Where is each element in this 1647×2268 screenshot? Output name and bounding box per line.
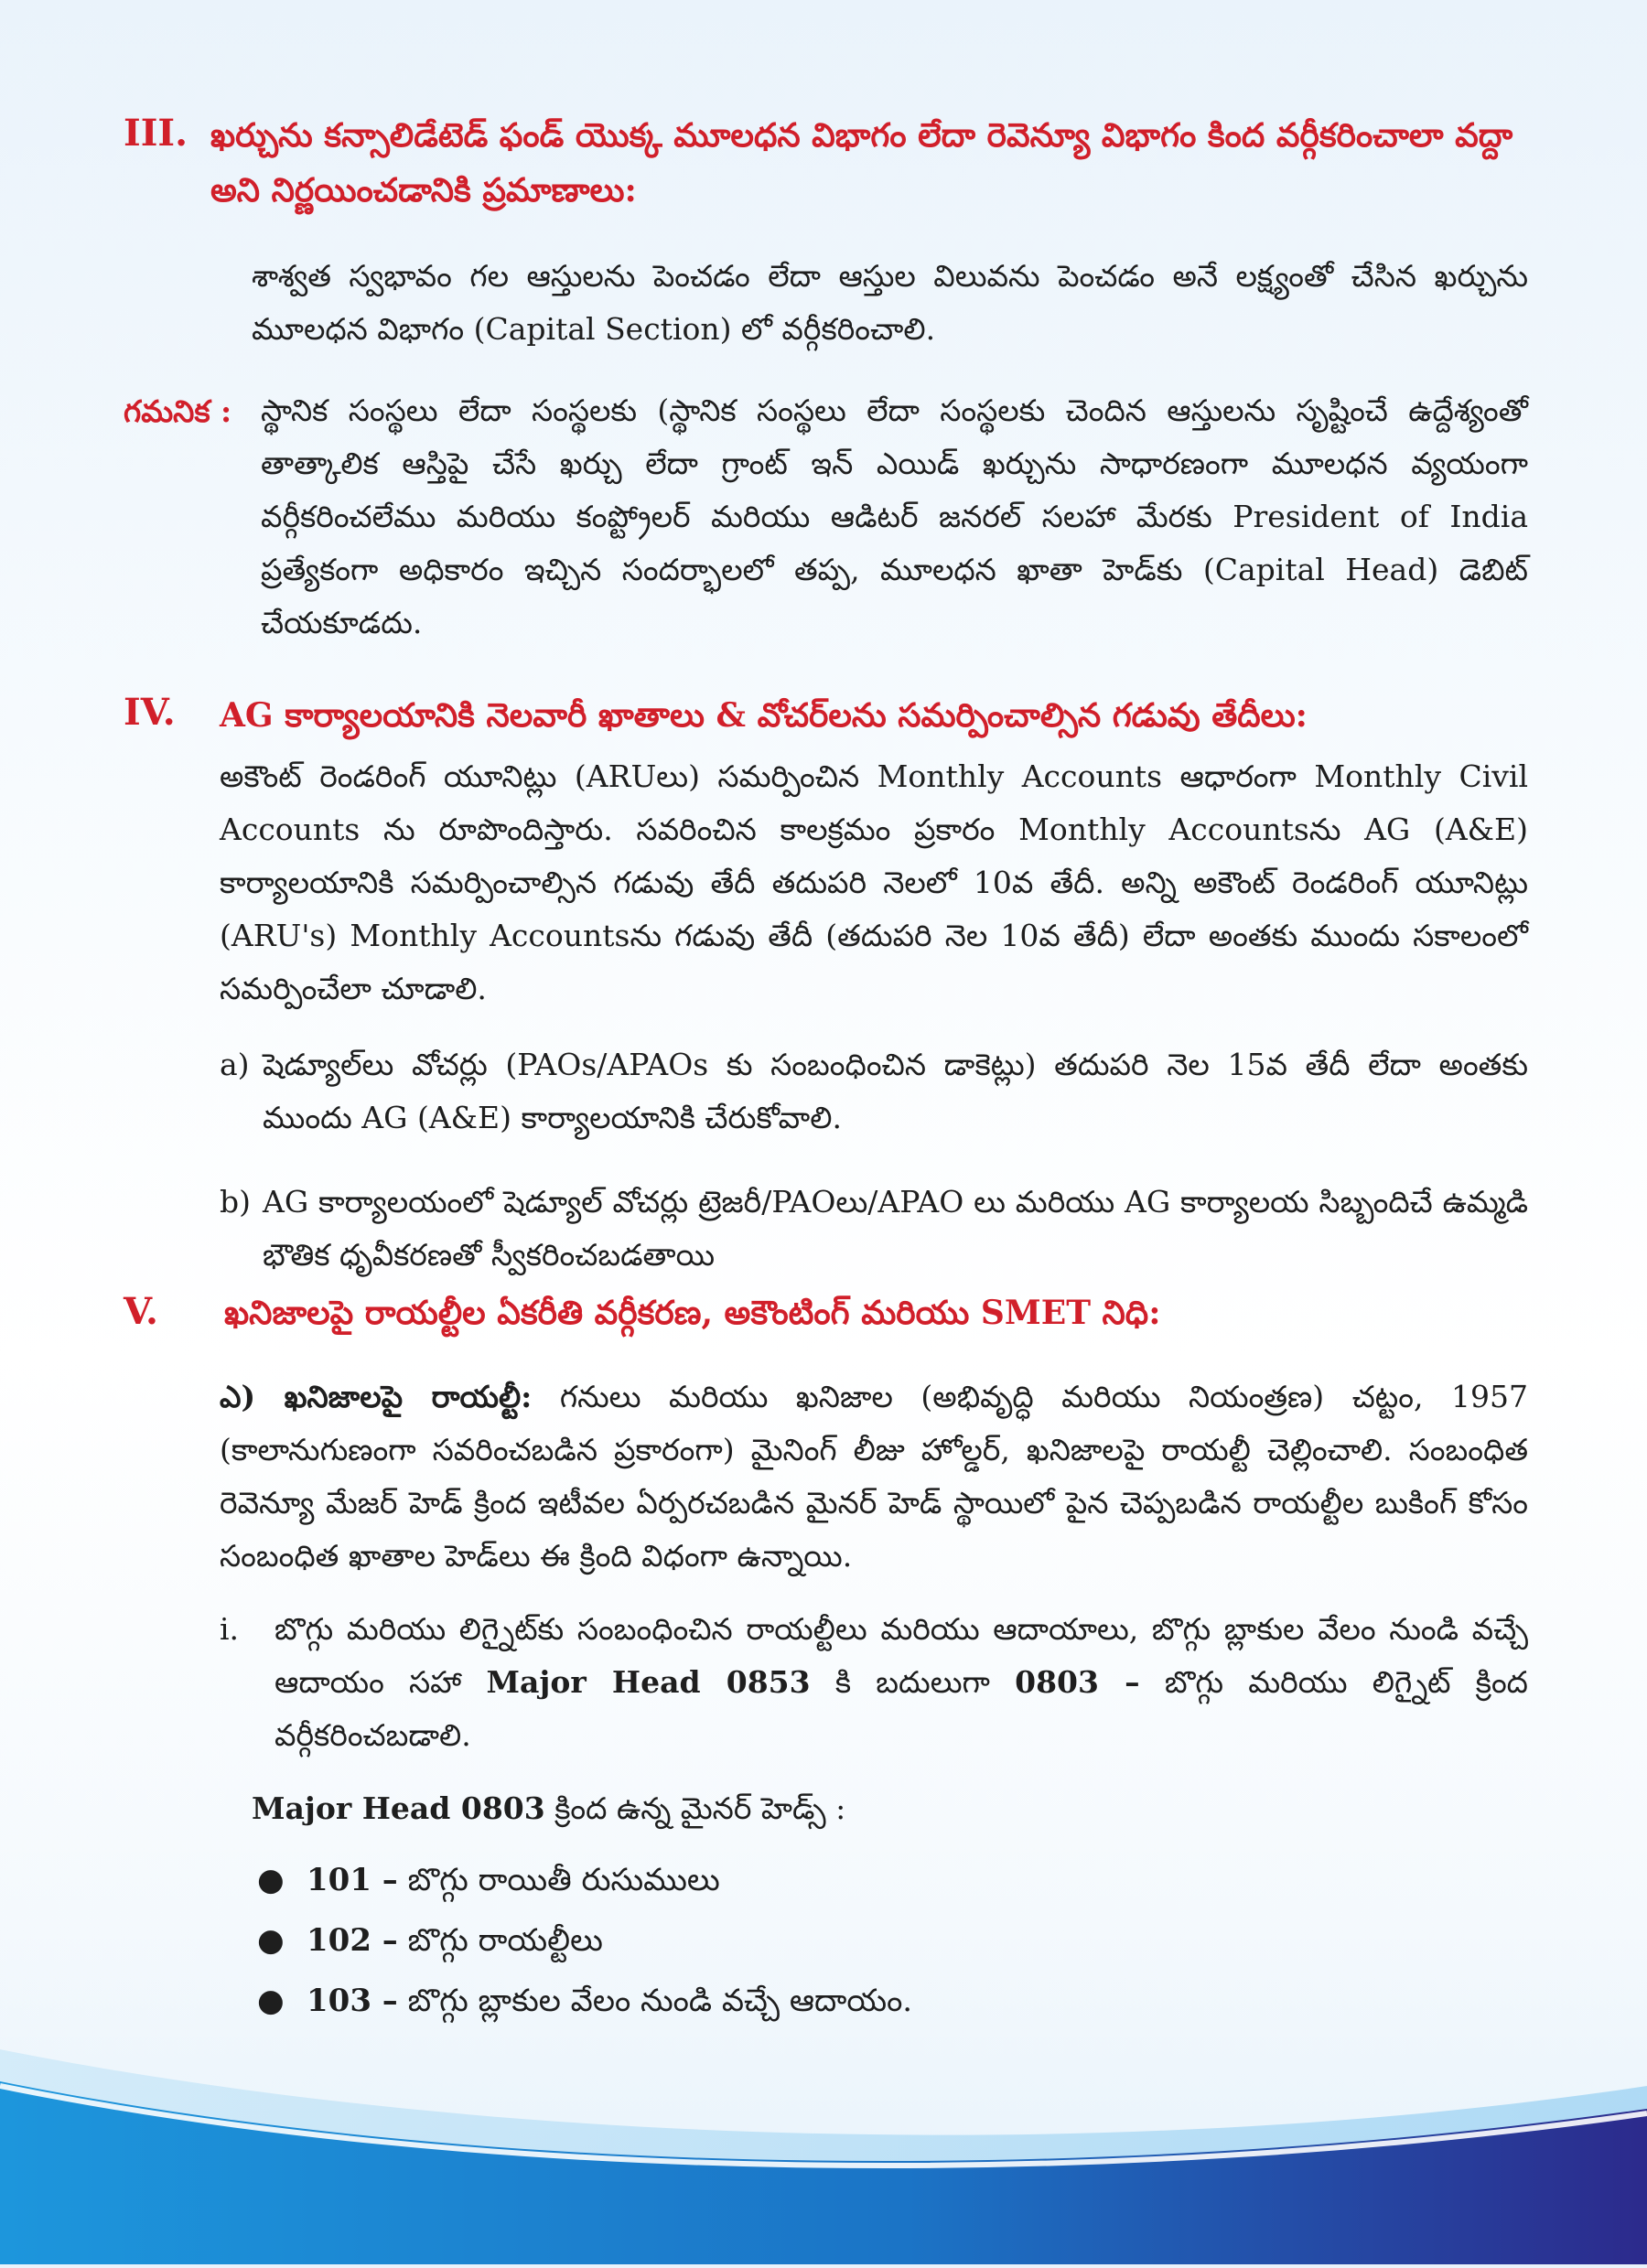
minor-head-text: బొగ్గు రాయితీ రుసుములు bbox=[407, 1862, 720, 1898]
item-b-marker: b) bbox=[220, 1184, 251, 1220]
list-item bbox=[252, 1910, 1528, 1971]
section-4-paragraph: అకౌంట్ రెండరింగ్ యూనిట్లు (ARUలు) సమర్పించిన Monthly Accounts ఆధారంగా Monthly Civil Accounts ను రూపొందిస్తారు. సవరించిన కాలక్రమం ప్రకారం Monthly Accountsను AG (A&E) కార్యాలయానికి సమర్పించాల్సిన గడువు తేదీ తదుపరి నెలలో 10వ తేదీ. అన్ని అకౌంట్ రెండరింగ్ యూనిట్లు (ARU's) Monthly Accountsను గడువు తేదీ (తదుపరి నెల 10వ తేదీ) లేదా అంతకు ముందు సకాలంలో సమర్పించేలా చూడాలి. bbox=[220, 758, 1528, 1006]
item-i-text bbox=[274, 1603, 1528, 1762]
section-5-sub-paragraph bbox=[220, 1370, 1528, 1583]
item-i-marker: i. bbox=[220, 1611, 240, 1647]
section-4-number: IV. bbox=[124, 691, 176, 734]
item-b-text: AG కార్యాలయంలో షెడ్యూల్ వోచర్లు ట్రెజరీ/PAOలు/APAO లు మరియు AG కార్యాలయ సిబ్బందిచే ఉమ్మడి భౌతిక ధృవీకరణతో స్వీకరించబడతాయి bbox=[263, 1184, 1528, 1273]
section-5-heading: ఖనిజాలపై రాయల్టీల ఏకరీతి వర్గీకరణ, అకౌంటింగ్ మరియు SMET నిధి: bbox=[224, 1294, 1161, 1332]
minor-head-text: బొగ్గు రాయల్టీలు bbox=[407, 1922, 603, 1959]
section-4-heading: AG కార్యాలయానికి నెలవారీ ఖాతాలు & వోచర్‌లను సమర్పించాల్సిన గడువు తేదీలు: bbox=[220, 696, 1308, 735]
item-i-major-head-0803: 0803 – bbox=[1015, 1664, 1140, 1700]
minor-head-code: 103 – bbox=[307, 1983, 398, 2019]
minor-head-code: 101 – bbox=[307, 1862, 398, 1898]
footer-wave bbox=[0, 2031, 1647, 2264]
note-text: స్థానిక సంస్థలు లేదా సంస్థలకు (స్థానిక సంస్థలు లేదా సంస్థలకు చెందిన ఆస్తులను సృష్టించే ఉద్దేశ్యంతో తాత్కాలిక ఆస్తిపై చేసే ఖర్చు లేదా గ్రాంట్ ఇన్ ఎయిడ్ ఖర్చును సాధారణంగా మూలధన వ్యయంగా వర్గీకరించలేము మరియు కంప్ట్రోలర్ మరియు ఆడిటర్ జనరల్ సలహా మేరకు President of India ప్రత్యేకంగా అధికారం ఇచ్చిన సందర్భాలలో తప్ప, మూలధన ఖాతా హెడ్‌కు (Capital Head) డెబిట్ చేయకూడదు. bbox=[261, 392, 1528, 640]
list-item bbox=[252, 1971, 1528, 2031]
major-head-caption: క్రింద ఉన్న మైనర్ హెడ్స్ : bbox=[554, 1790, 846, 1826]
item-i-part2: కి బదులుగా bbox=[834, 1664, 990, 1700]
bullet-icon: ● bbox=[257, 1922, 285, 1959]
section-5-number: V. bbox=[124, 1290, 158, 1333]
royalty-text: గనులు మరియు ఖనిజాల (అభివృద్ధి మరియు నియంత్రణ) చట్టం, 1957 (కాలానుగుణంగా సవరించబడిన ప్రకారంగా) మైనింగ్ లీజు హోల్డర్, ఖనిజాలపై రాయల్టీ చెల్లించాలి. సంబంధిత రెవెన్యూ మేజర్ హెడ్ క్రింద ఇటీవల ఏర్పరచబడిన మైనర్ హెడ్ స్థాయిలో పైన చెప్పబడిన రాయల్టీల బుకింగ్ కోసం సంబంధిత ఖాతాల హెడ్‌లు ఈ క్రింది విధంగా ఉన్నాయి. bbox=[220, 1379, 1528, 1574]
note-label: గమనిక : bbox=[124, 393, 232, 429]
major-head-label: Major Head 0803 bbox=[252, 1790, 545, 1826]
section-3-number: III. bbox=[124, 112, 188, 155]
item-a-marker: a) bbox=[220, 1047, 250, 1082]
royalty-subheading: ఎ) ఖనిజాలపై రాయల్టీ: bbox=[220, 1379, 533, 1414]
bullet-icon: ● bbox=[257, 1983, 285, 2019]
minor-heads-list bbox=[252, 1850, 1528, 2031]
wave-graphic bbox=[0, 2031, 1647, 2264]
major-head-line bbox=[252, 1782, 1528, 1835]
minor-head-code: 102 – bbox=[307, 1922, 398, 1959]
item-i-major-head-0853: Major Head 0853 bbox=[486, 1664, 811, 1700]
section-3-paragraph: శాశ్వత స్వభావం గల ఆస్తులను పెంచడం లేదా ఆస్తుల విలువను పెంచడం అనే లక్ష్యంతో చేసిన ఖర్చును మూలధన విభాగం (Capital Section) లో వర్గీకరించాలి. bbox=[252, 258, 1528, 347]
item-a-text: షెడ్యూల్‌లు వోచర్లు (PAOs/APAOs కు సంబంధించిన డాకెట్లు) తదుపరి నెల 15వ తేదీ లేదా అంతకు ముందు AG (A&E) కార్యాలయానికి చేరుకోవాలి. bbox=[263, 1047, 1528, 1135]
item-i-part1: బొగ్గు మరియు లిగ్నైట్‌కు సంబంధించిన రాయల్టీలు మరియు ఆదాయాలు, బొగ్గు బ్లాకుల వేలం నుండి వచ్చే ఆదాయం సహా bbox=[274, 1611, 1528, 1700]
item-i-part3: బొగ్గు మరియు లిగ్నైట్ క్రింద వర్గీకరించబడాలి. bbox=[274, 1664, 1528, 1753]
section-3-heading: ఖర్చును కన్సాలిడేటెడ్ ఫండ్ యొక్క మూలధన విభాగం లేదా రెవెన్యూ విభాగం కింద వర్గీకరించాలా వద్దా అని నిర్ణయించడానికి ప్రమాణాలు: bbox=[210, 116, 1513, 210]
list-item bbox=[252, 1850, 1528, 1910]
minor-head-text: బొగ్గు బ్లాకుల వేలం నుండి వచ్చే ఆదాయం. bbox=[407, 1983, 913, 2019]
bullet-icon: ● bbox=[257, 1862, 285, 1898]
